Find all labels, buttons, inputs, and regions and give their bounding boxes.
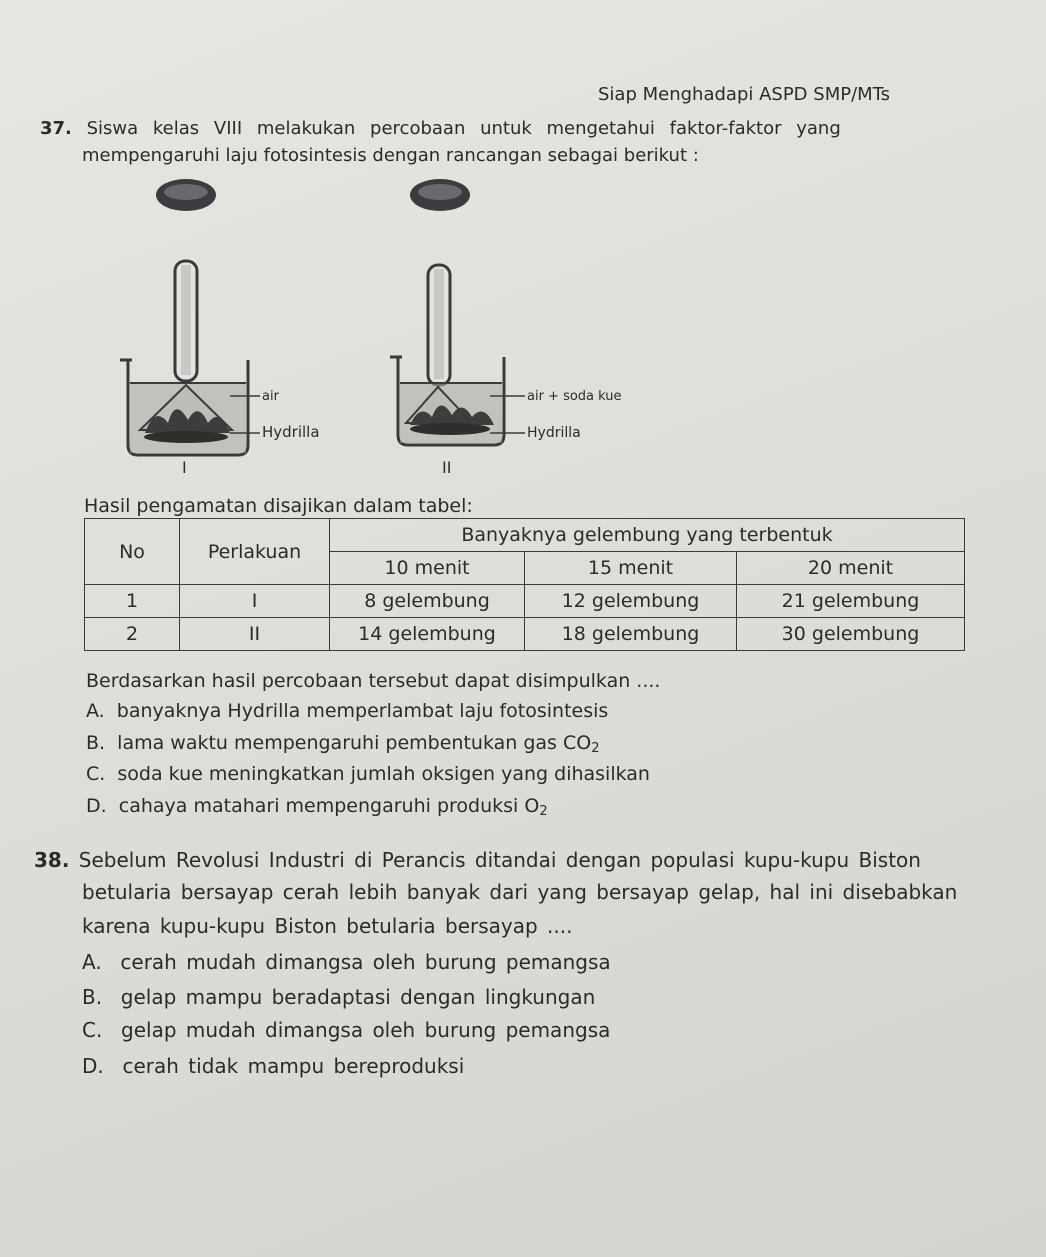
q37-question: Berdasarkan hasil percobaan tersebut dapat disimpulkan .... [86, 670, 661, 692]
beaker-setup-2 [390, 265, 525, 445]
q38-option-d[interactable] [82, 1054, 464, 1078]
q38-stem-line2: betularia bersayap cerah lebih banyak dari yang bersayap gelap, hal ini disebabkan [82, 880, 958, 904]
option-letter: A. [86, 700, 105, 722]
observation-table [84, 518, 965, 651]
col-time: 10 menit [330, 552, 525, 585]
option-text: cahaya matahari mempengaruhi produksi O [118, 795, 540, 817]
option-letter: D. [86, 795, 107, 817]
cell-value: 8 gelembung [330, 585, 525, 618]
table-caption: Hasil pengamatan disajikan dalam tabel: [84, 495, 473, 517]
option-text: cerah mudah dimangsa oleh burung pemangsa [120, 950, 611, 974]
cell-value: 12 gelembung [525, 585, 737, 618]
cell-no: 1 [85, 585, 180, 618]
option-letter: D. [82, 1054, 104, 1078]
col-perlakuan: Perlakuan [180, 519, 330, 585]
option-letter: B. [86, 732, 106, 754]
cell-perlakuan: II [180, 618, 330, 651]
col-time: 20 menit [737, 552, 965, 585]
subscript: 2 [539, 804, 548, 819]
option-letter: B. [82, 985, 103, 1009]
option-text: banyaknya Hydrilla memperlambat laju fotosintesis [116, 700, 609, 722]
q38-option-b[interactable] [82, 985, 595, 1009]
experiment-figure [80, 165, 700, 495]
q37-option-b[interactable] [86, 732, 600, 756]
cell-value: 30 gelembung [737, 618, 965, 651]
subscript: 2 [591, 741, 600, 756]
option-text: lama waktu mempengaruhi pembentukan gas CO [117, 732, 592, 754]
q38-option-a[interactable] [82, 950, 611, 974]
label-hydrilla-2: Hydrilla [527, 425, 581, 441]
page-header: Siap Menghadapi ASPD SMP/MTs [598, 84, 891, 105]
label-hydrilla: Hydrilla [262, 423, 320, 441]
cell-perlakuan: I [180, 585, 330, 618]
table-row [85, 618, 965, 651]
option-text: gelap mudah dimangsa oleh burung pemangsa [121, 1018, 611, 1042]
option-letter: A. [82, 950, 102, 974]
cell-value: 14 gelembung [330, 618, 525, 651]
q37-number: 37. [40, 118, 72, 139]
q38-option-c[interactable] [82, 1018, 610, 1042]
q37-stem-line1 [40, 118, 841, 139]
cell-value: 21 gelembung [737, 585, 965, 618]
option-letter: C. [82, 1018, 103, 1042]
q37-option-c[interactable] [86, 763, 650, 785]
q38-stem-text: Sebelum Revolusi Industri di Perancis ditandai dengan populasi kupu-kupu Biston [78, 848, 921, 872]
option-text: gelap mampu beradaptasi dengan lingkungan [120, 985, 596, 1009]
q38-stem-line1 [34, 848, 921, 872]
col-no: No [85, 519, 180, 585]
q38-number: 38. [34, 848, 70, 872]
table-row [85, 585, 965, 618]
q37-option-d[interactable] [86, 795, 548, 819]
option-text: soda kue meningkatkan jumlah oksigen yang dihasilkan [117, 763, 650, 785]
sun-icon [410, 179, 470, 211]
cell-no: 2 [85, 618, 180, 651]
col-group: Banyaknya gelembung yang terbentuk [330, 519, 965, 552]
beaker-setup-1 [120, 261, 260, 455]
sun-icon [156, 179, 216, 211]
label-setup-2: II [442, 458, 452, 477]
cell-value: 18 gelembung [525, 618, 737, 651]
q38-stem-line3: karena kupu-kupu Biston betularia bersayap .... [82, 914, 573, 938]
label-air-soda: air + soda kue [527, 389, 622, 404]
q37-stem-text: Siswa kelas VIII melakukan percobaan untuk mengetahui faktor-faktor yang [86, 118, 841, 139]
q37-stem-line2: mempengaruhi laju fotosintesis dengan rancangan sebagai berikut : [82, 145, 699, 166]
col-time: 15 menit [525, 552, 737, 585]
table-header-row [85, 519, 965, 552]
option-letter: C. [86, 763, 106, 785]
option-text: cerah tidak mampu bereproduksi [122, 1054, 465, 1078]
label-setup-1: I [182, 458, 187, 477]
label-air: air [262, 389, 279, 404]
q37-option-a[interactable] [86, 700, 608, 722]
